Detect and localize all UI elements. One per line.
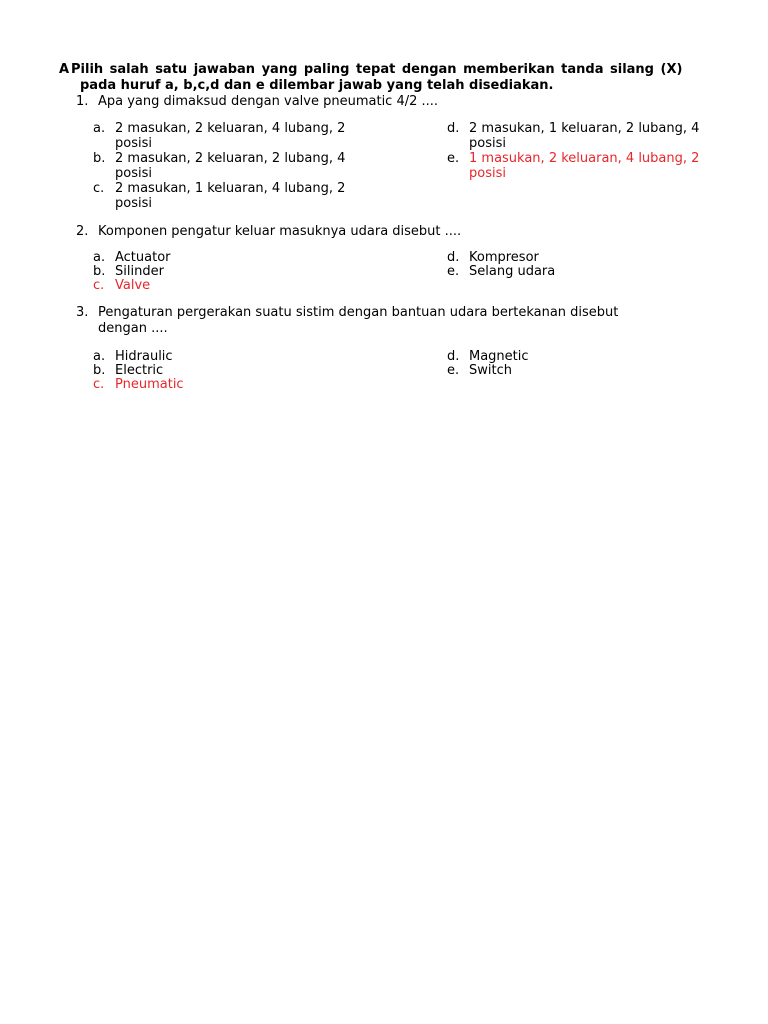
option-text-correct: Pneumatic [115,377,184,392]
option-text: Kompresor [469,250,539,265]
option-label: c. [93,278,105,293]
option-text: 2 masukan, 1 keluaran, 4 lubang, 2 posisi [115,181,346,211]
question-text: Komponen pengatur keluar masuknya udara disebut .... [98,224,462,239]
question-3 [76,305,676,337]
question-text: Apa yang dimaksud dengan valve pneumatic 4/2 .... [98,94,439,109]
option-label: b. [93,363,106,378]
option-text: Hidraulic [115,349,173,364]
section-instruction [59,62,719,94]
option-label: a. [93,250,106,265]
option-label: e. [447,264,460,279]
option-text: Selang udara [469,264,556,279]
option-label: b. [93,151,106,166]
section-letter: A [59,62,70,77]
option-text: Switch [469,363,512,378]
option-text: Actuator [115,250,171,265]
question-text-line-1: Pengaturan pergerakan suatu sistim dengan bantuan udara bertekanan disebut [98,305,619,320]
option-label: d. [447,349,460,364]
option-text-correct: 1 masukan, 2 keluaran, 4 lubang, 2 posisi [469,151,700,181]
question-number: 1. [76,94,89,109]
instruction-line-2: pada huruf a, b,c,d dan e dilembar jawab yang telah disediakan. [80,78,554,93]
option-text: 2 masukan, 2 keluaran, 2 lubang, 4 posisi [115,151,346,181]
option-label: a. [93,121,106,136]
option-label: c. [93,181,105,196]
option-label: d. [447,121,460,136]
option-label: a. [93,349,106,364]
question-1 [76,94,676,110]
instruction-text-1: Pilih salah satu jawaban yang paling tepat dengan memberikan tanda silang (X) [71,62,683,77]
option-text: 2 masukan, 1 keluaran, 2 lubang, 4 posisi [469,121,700,151]
instruction-line-1 [59,62,719,78]
option-text: Electric [115,363,164,378]
option-text: 2 masukan, 2 keluaran, 4 lubang, 2 posisi [115,121,346,151]
question-number: 2. [76,224,89,239]
option-label: e. [447,151,460,166]
option-label: c. [93,377,105,392]
option-text: Magnetic [469,349,529,364]
question-2 [76,224,676,240]
question-number: 3. [76,305,89,320]
option-label: e. [447,363,460,378]
option-label: b. [93,264,106,279]
option-text: Silinder [115,264,164,279]
option-label: d. [447,250,460,265]
question-text-line-2: dengan .... [98,321,168,336]
option-text-correct: Valve [115,278,151,293]
